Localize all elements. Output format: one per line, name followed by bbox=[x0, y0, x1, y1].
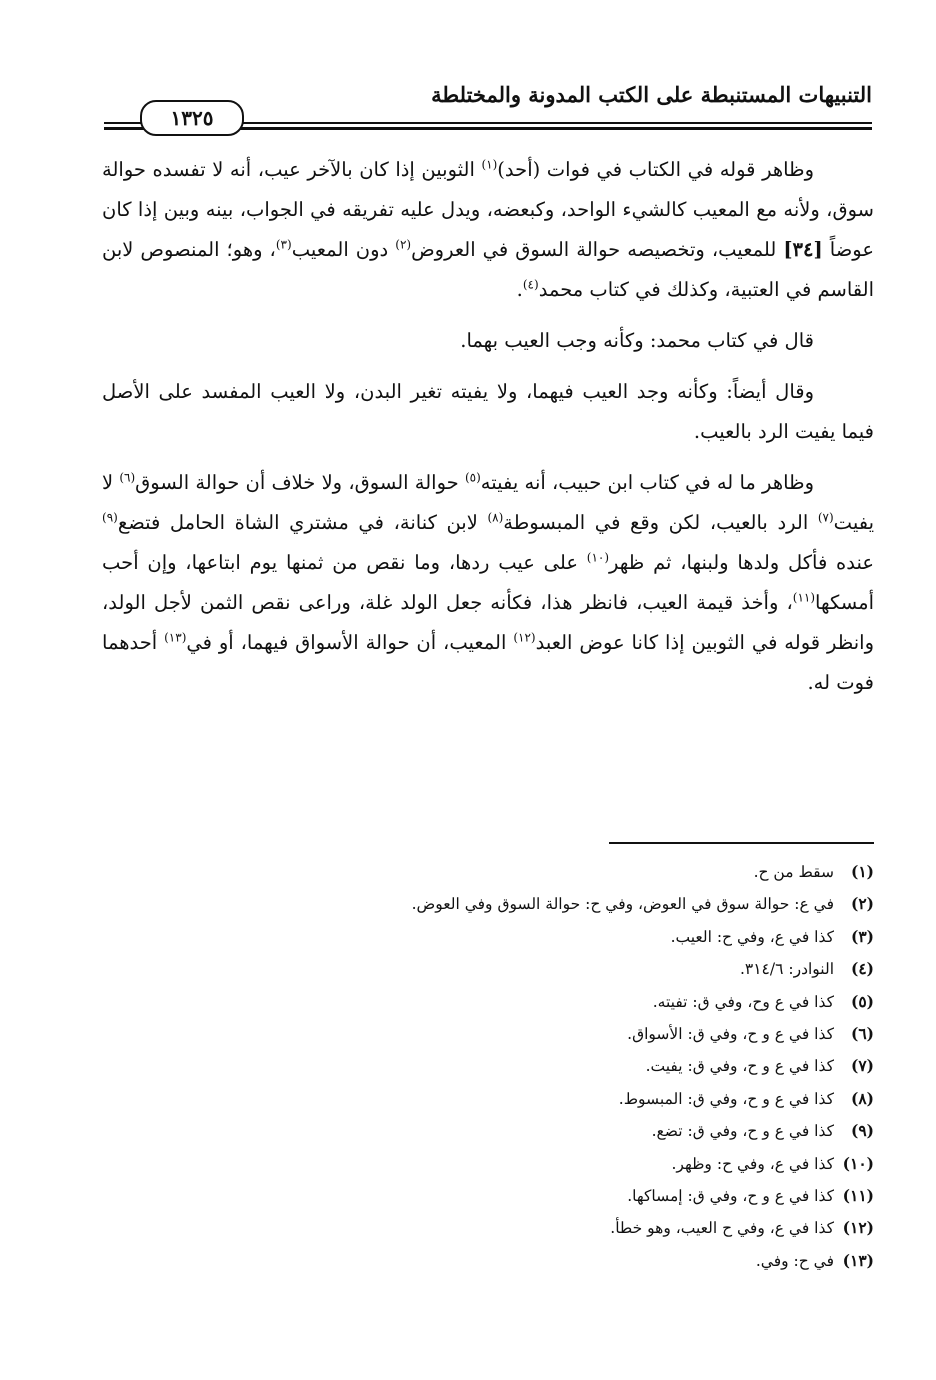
footnote-number: (٧) bbox=[850, 1056, 874, 1076]
footnote-ref: (١٢) bbox=[513, 630, 536, 645]
running-header-title: التنبيهات المستنبطة على الكتب المدونة والمختلطة bbox=[431, 82, 872, 107]
footnote-ref: (٥) bbox=[464, 470, 481, 485]
footnote-item bbox=[114, 921, 874, 953]
footnotes-list bbox=[114, 856, 874, 1277]
footnote-item bbox=[114, 953, 874, 985]
footnote-item bbox=[114, 888, 874, 920]
footnote-item bbox=[114, 856, 874, 888]
footnote-text: كذا في ع و ح، وفي ق: تضع. bbox=[651, 1122, 834, 1141]
text-span: حوالة السوق، ولا خلاف أن حوالة السوق bbox=[135, 471, 465, 494]
footnote-ref: (٦) bbox=[119, 470, 136, 485]
text-span: عنده فأكل ولدها ولبنها، ثم ظهر bbox=[609, 551, 875, 574]
footnote-number: (٦) bbox=[850, 1024, 874, 1044]
footnote-ref: (١٣) bbox=[164, 630, 187, 645]
footnote-text: في ع: حوالة سوق في العوض، وفي ح: حوالة السوق وفي العوض. bbox=[411, 895, 834, 914]
footnote-number: (٤) bbox=[850, 959, 874, 979]
footnote-item bbox=[114, 1018, 874, 1050]
footnote-text: كذا في ع و ح، وفي ق: الأسواق. bbox=[627, 1025, 834, 1044]
paragraph-2: قال في كتاب محمد: وكأنه وجب العيب بهما. bbox=[460, 329, 814, 352]
page-number-badge: ١٣٢٥ bbox=[140, 100, 244, 136]
text-span: وظاهر ما له في كتاب ابن حبيب، أنه يفيته bbox=[480, 471, 814, 494]
footnote-item bbox=[114, 1050, 874, 1082]
footnote-item bbox=[114, 986, 874, 1018]
text-span: لابن كنانة، في مشتري الشاة الحامل فتضع bbox=[117, 511, 488, 534]
footnote-number: (١٣) bbox=[842, 1250, 874, 1270]
main-text bbox=[102, 150, 874, 714]
footnote-item bbox=[114, 1245, 874, 1277]
footnote-ref: (٤) bbox=[522, 277, 539, 292]
paragraph-4 bbox=[102, 463, 874, 703]
footnote-number: (٨) bbox=[850, 1088, 874, 1108]
footnote-text: كذا في ع، وفي ح: العيب. bbox=[670, 927, 834, 946]
footnote-ref: (٧) bbox=[817, 510, 834, 525]
footnote-ref: (١) bbox=[481, 157, 498, 172]
text-span: دون المعيب bbox=[291, 238, 396, 261]
paragraph-1 bbox=[102, 150, 874, 310]
footnote-ref: (١٠) bbox=[586, 550, 610, 565]
footnote-text: كذا في ع و ح، وفي ق: المبسوط. bbox=[618, 1089, 834, 1108]
footnote-text: كذا في ع، وفي ح العيب، وهو خطأ. bbox=[610, 1219, 834, 1238]
footnote-ref: (٨) bbox=[487, 510, 504, 525]
footnote-number: (١٠) bbox=[842, 1153, 874, 1173]
text-span: على عيب ردها، وما نقص من ثمنها يوم ابتاعها، وإن أحب أمسكها bbox=[102, 551, 874, 614]
footnote-ref: (٣) bbox=[275, 237, 292, 252]
footnote-text: كذا في ع و ح، وفي ق: يفيت. bbox=[645, 1057, 834, 1076]
footnote-number: (١٢) bbox=[842, 1218, 874, 1238]
footnote-separator bbox=[609, 842, 874, 844]
footnote-number: (٢) bbox=[850, 894, 874, 914]
footnote-number: (٩) bbox=[850, 1121, 874, 1141]
text-span: ، وأخذ قيمة العيب، فانظر هذا، فكأنه جعل الولد غلة، وراعى نقص الثمن لأجل الولد، وانظر قوله في الثوبين إذا كانا عوض العبد bbox=[102, 591, 875, 654]
footnote-item bbox=[114, 1115, 874, 1147]
footnote-item bbox=[114, 1212, 874, 1244]
footnote-text: سقط من ح. bbox=[753, 863, 834, 881]
footnote-number: (١١) bbox=[842, 1186, 874, 1206]
text-span: . bbox=[516, 278, 523, 301]
footnote-ref: (٩) bbox=[102, 510, 118, 525]
text-span: الثوبين إذا كان بالآخر عيب، أنه لا تفسده حوالة سوق، ولأنه مع المعيب كالشيء الواحد، وكبعضه، ويدل عليه تفريقه في الجواب، بينه وبين إذا كان عوضاً bbox=[102, 158, 874, 261]
text-span: ، وهو؛ المنصوص لابن القاسم في العتبية، وكذلك في كتاب محمد bbox=[102, 238, 874, 301]
footnote-number: (١) bbox=[850, 862, 874, 881]
text-span: وظاهر قوله في الكتاب في فوات (أحد) bbox=[497, 158, 814, 181]
footnote-text: كذا في ع وح، وفي ق: تفيته. bbox=[652, 992, 834, 1011]
footnote-text: في ح: وفي. bbox=[755, 1251, 834, 1270]
footnote-item bbox=[114, 1083, 874, 1115]
footnote-item bbox=[114, 1148, 874, 1180]
text-span: للمعيب، وتخصيصه حوالة السوق في العروض bbox=[411, 238, 784, 261]
text-span: أحدهما فوت له. bbox=[102, 631, 874, 694]
footnote-item bbox=[114, 1180, 874, 1212]
footnote-number: (٥) bbox=[850, 991, 874, 1011]
paragraph-3: وقال أيضاً: وكأنه وجد العيب فيهما، ولا يفيته تغير البدن، ولا العيب المفسد على الأصل فيما يفيت الرد بالعيب. bbox=[102, 380, 874, 443]
text-span: لا يفيت bbox=[102, 471, 874, 534]
footnote-ref: (٢) bbox=[395, 237, 412, 252]
footnote-text: النوادر: ٣١٤/٦. bbox=[739, 960, 834, 979]
footnote-number: (٣) bbox=[850, 926, 874, 946]
footnote-text: كذا في ع و ح، وفي ق: إمساكها. bbox=[627, 1187, 834, 1206]
footnote-text: كذا في ع، وفي ح: وظهر. bbox=[671, 1154, 834, 1173]
text-span: الرد بالعيب، لكن وقع في المبسوطة bbox=[503, 511, 818, 534]
footnote-ref: (١١) bbox=[792, 590, 816, 605]
manuscript-folio-marker: [٣٤] bbox=[783, 238, 823, 261]
text-span: المعيب، أن حوالة الأسواق فيهما، أو في bbox=[186, 631, 514, 654]
